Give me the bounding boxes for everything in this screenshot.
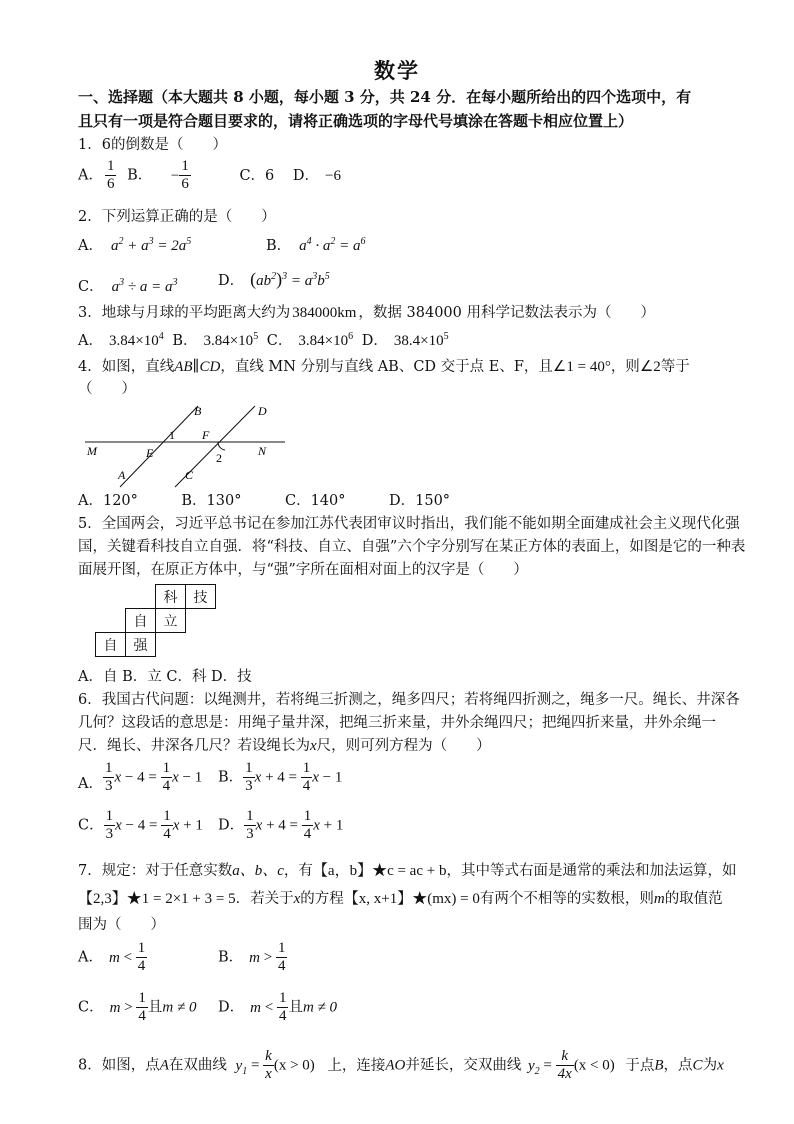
q7-line3: 围为（ ） — [78, 917, 165, 933]
q5-line3: 面展开图，在原正方体中，与“强”字所在面相对面上的汉字是（ ） — [78, 562, 528, 578]
q1-a-fraction: $\frac{1}{6}$ — [106, 158, 115, 192]
q4-paren: （ ） — [78, 381, 136, 397]
net-face-ke: 科 — [156, 585, 186, 609]
label-angle1: 1 — [169, 428, 175, 442]
q1-b-fraction: $\frac{1}{6}$ — [181, 158, 189, 192]
q2-option-a: A． $a^2 + a^3 = 2a^5$ — [78, 236, 192, 254]
q6-option-d: D． $\frac{1}{3}$ x + 4 = $\frac{1}{4}$ x + 1 — [218, 808, 344, 842]
q4-figure — [80, 402, 290, 492]
q1-d-value: −6 — [325, 167, 341, 184]
section-heading-line2: 且只有一项是符合题目要求的，请将正确选项的字母代号填涂在答题卡相应位置上） — [78, 112, 634, 130]
label-b: B — [194, 404, 202, 418]
q4-stem: 4．如图，直线AB∥CD，直线 MN 分别与直线 AB、CD 交于点 E、F，且∠1 = 40°，则∠2等于 — [78, 359, 690, 375]
page-title: 数学 — [374, 58, 420, 83]
q1-options — [78, 158, 341, 193]
net-face-zi1: 自 — [126, 609, 156, 633]
q7-line1: 7．规定：对于任意实数a、b、c，有【a，b】★c = ac + b，其中等式右面是通常的乘法和加法运算，如 — [78, 863, 737, 879]
net-face-li: 立 — [156, 609, 186, 633]
q6-option-b: B． $\frac{1}{3}$ x + 4 = $\frac{1}{4}$ x − 1 — [218, 760, 343, 794]
q2-option-b: B． $a^4 \cdot a^2 = a^6$ — [266, 236, 366, 254]
q1-c-option: C．6 — [239, 167, 275, 184]
q2-option-d: D． $(ab^2)^3 = a^3b^5$ — [218, 269, 330, 289]
q7-option-b: B． m > $\frac{1}{4}$ — [218, 940, 286, 974]
angle2-arc — [218, 442, 225, 450]
q1-d-label: D． — [292, 167, 320, 184]
q7-line2: 【2,3】★1 = 2×1 + 3 = 5．若关于x的方程【x, x+1】★(mx) = 0有两个不相等的实数根，则m的取值范 — [78, 891, 723, 907]
label-a: A — [118, 468, 126, 482]
q6-option-a: A． $\frac{1}{3}$ x − 4 = $\frac{1}{4}$ x − 1 — [78, 760, 203, 794]
q6-line1: 6．我国古代问题：以绳测井，若将绳三折测之，绳多四尺；若将绳四折测之，绳多一尺。绳长、井深各 — [78, 692, 740, 708]
q7-option-d: D． m < $\frac{1}{4}$ 且m ≠ 0 — [218, 990, 338, 1024]
q8-line1: 8．如图，点A在双曲线 $y_1$ = $\frac{k}{x}$ (x > 0) 上，连接AO并延长，交双曲线 $y_2$ = $\frac{k}{4x}$ (x < 0) 于点B，点C为x — [78, 1048, 724, 1082]
label-c: C — [185, 468, 194, 482]
net-face-qiang: 强 — [126, 633, 156, 657]
q1-b-sign: − — [170, 167, 180, 184]
q5-options: A．自 B．立 C．科 D．技 — [78, 669, 252, 685]
net-face-zi2: 自 — [96, 633, 126, 657]
q3-distance: 384000km — [292, 305, 357, 321]
q7-option-a: A． m < $\frac{1}{4}$ — [78, 940, 146, 974]
q6-line3: 尺．绳长、井深各几尺？若设绳长为x尺，则可列方程为（ ） — [78, 738, 491, 754]
label-n: N — [258, 444, 267, 458]
q1-b-label: B． — [127, 167, 153, 184]
q5-line1: 5．全国两会，习近平总书记在参加江苏代表团审议时指出，我们能不能如期全面建成社会主义现代化强 — [78, 516, 740, 532]
q2-option-c: C． $a^3 \div a = a^3$ — [78, 277, 178, 295]
label-angle2: 2 — [216, 451, 222, 465]
q3-stem: 3．地球与月球的平均距离大约为 384000km ，数据 384000 用科学记数法表示为（ ） — [78, 305, 655, 321]
label-d: D — [258, 404, 267, 418]
q1-stem: 1．6的倒数是（ ） — [78, 137, 227, 153]
label-e: E — [146, 446, 154, 460]
q4-options: A．120° B．130° C．140° D．150° — [78, 493, 451, 509]
q5-line2: 国，关键看科技自立自强．将“科技、自立、自强”六个字分别写在某正方体的表面上，如图是它的一种表 — [78, 539, 746, 555]
label-f: F — [202, 428, 210, 442]
q5-cube-net — [95, 584, 216, 657]
q7-option-c: C． m > $\frac{1}{4}$ 且m ≠ 0 — [78, 990, 197, 1024]
q6-option-c: C． $\frac{1}{3}$ x − 4 = $\frac{1}{4}$ x + 1 — [78, 808, 203, 842]
q1-a-label: A． — [78, 167, 103, 184]
net-face-ji: 技 — [186, 585, 216, 609]
q2-stem: 2．下列运算正确的是（ ） — [78, 209, 276, 225]
q3-options: A． $3.84\times 10^4$ B． $3.84\times 10^5$ C． $3.84\times 10^6$ D． $38.4\times 10^5$ — [78, 331, 449, 349]
section-heading-line1: 一、选择题（本大题共 8 小题，每小题 3 分，共 24 分．在每小题所给出的四个选项中，有 — [78, 88, 692, 106]
label-m: M — [87, 444, 97, 458]
q6-line2: 几何？这段话的意思是：用绳子量井深，把绳三折来量，井外余绳四尺；把绳四折来量，井外余绳一 — [78, 715, 716, 731]
